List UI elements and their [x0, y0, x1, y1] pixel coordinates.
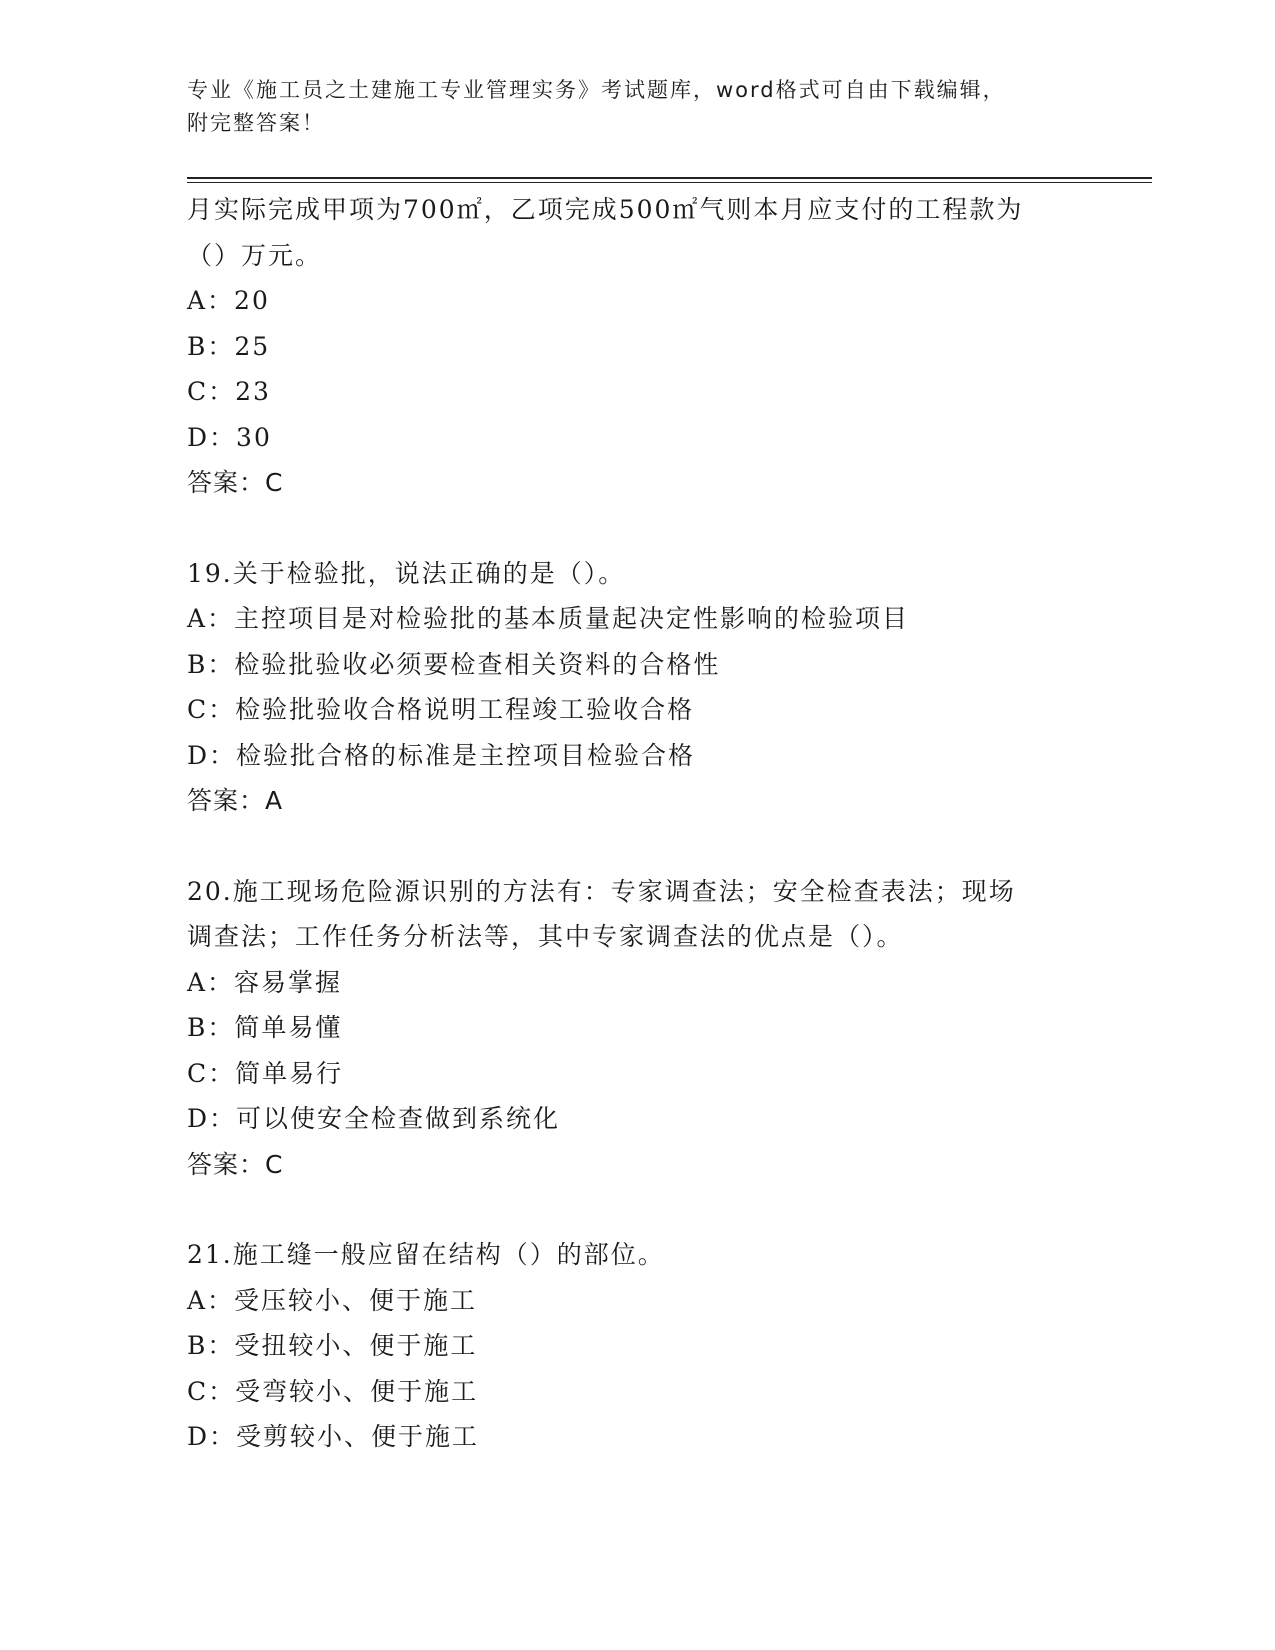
option-a: A：主控项目是对检验批的基本质量起决定性影响的检验项目 — [187, 604, 910, 633]
option-d: D：30 — [187, 422, 272, 452]
option-a: A：受压较小、便于施工 — [187, 1285, 478, 1315]
question-list — [187, 187, 1087, 1460]
option-c: C：23 — [187, 377, 271, 406]
option-d: D：受剪较小、便于施工 — [187, 1422, 480, 1451]
question-stem: 20.施工现场危险源识别的方法有：专家调查法；安全检查表法；现场 — [187, 876, 1016, 906]
question-stem: 21.施工缝一般应留在结构（）的部位。 — [187, 1240, 665, 1269]
option-c: C：简单易行 — [187, 1058, 344, 1088]
question-stem: （）万元。 — [187, 240, 323, 270]
answer: 答案：C — [187, 468, 284, 497]
option-b: B：25 — [187, 331, 271, 361]
option-c: C：检验批验收合格说明工程竣工验收合格 — [187, 695, 695, 724]
question-19 — [187, 551, 1087, 824]
question-stem: 19.关于检验批，说法正确的是（）。 — [187, 558, 626, 588]
option-a: A：容易掌握 — [187, 967, 343, 997]
option-d: D：可以使安全检查做到系统化 — [187, 1104, 561, 1133]
header-line-2: 附完整答案！ — [187, 111, 325, 135]
header-divider-thin — [187, 182, 1152, 183]
option-a: A：20 — [187, 286, 270, 315]
option-b: B：受扭较小、便于施工 — [187, 1331, 478, 1360]
page-header — [187, 74, 1087, 140]
spacer — [187, 506, 1087, 551]
spacer — [187, 1187, 1087, 1232]
question-21 — [187, 1232, 1087, 1460]
option-b: B：简单易懂 — [187, 1013, 343, 1042]
header-divider-thick — [187, 177, 1152, 179]
question-stem: 月实际完成甲项为700㎡，乙项完成500㎡气则本月应支付的工程款为 — [187, 195, 1024, 224]
answer: 答案：C — [187, 1149, 284, 1179]
option-d: D：检验批合格的标准是主控项目检验合格 — [187, 740, 696, 770]
answer: 答案：A — [187, 786, 284, 815]
spacer — [187, 824, 1087, 869]
question-18 — [187, 187, 1087, 506]
question-20 — [187, 869, 1087, 1188]
option-b: B：检验批验收必须要检查相关资料的合格性 — [187, 649, 721, 679]
header-line-1: 专业《施工员之土建施工专业管理实务》考试题库，word格式可自由下载编辑， — [187, 78, 1006, 102]
option-c: C：受弯较小、便于施工 — [187, 1376, 479, 1406]
question-stem: 调查法；工作任务分析法等，其中专家调查法的优点是（）。 — [187, 922, 904, 951]
